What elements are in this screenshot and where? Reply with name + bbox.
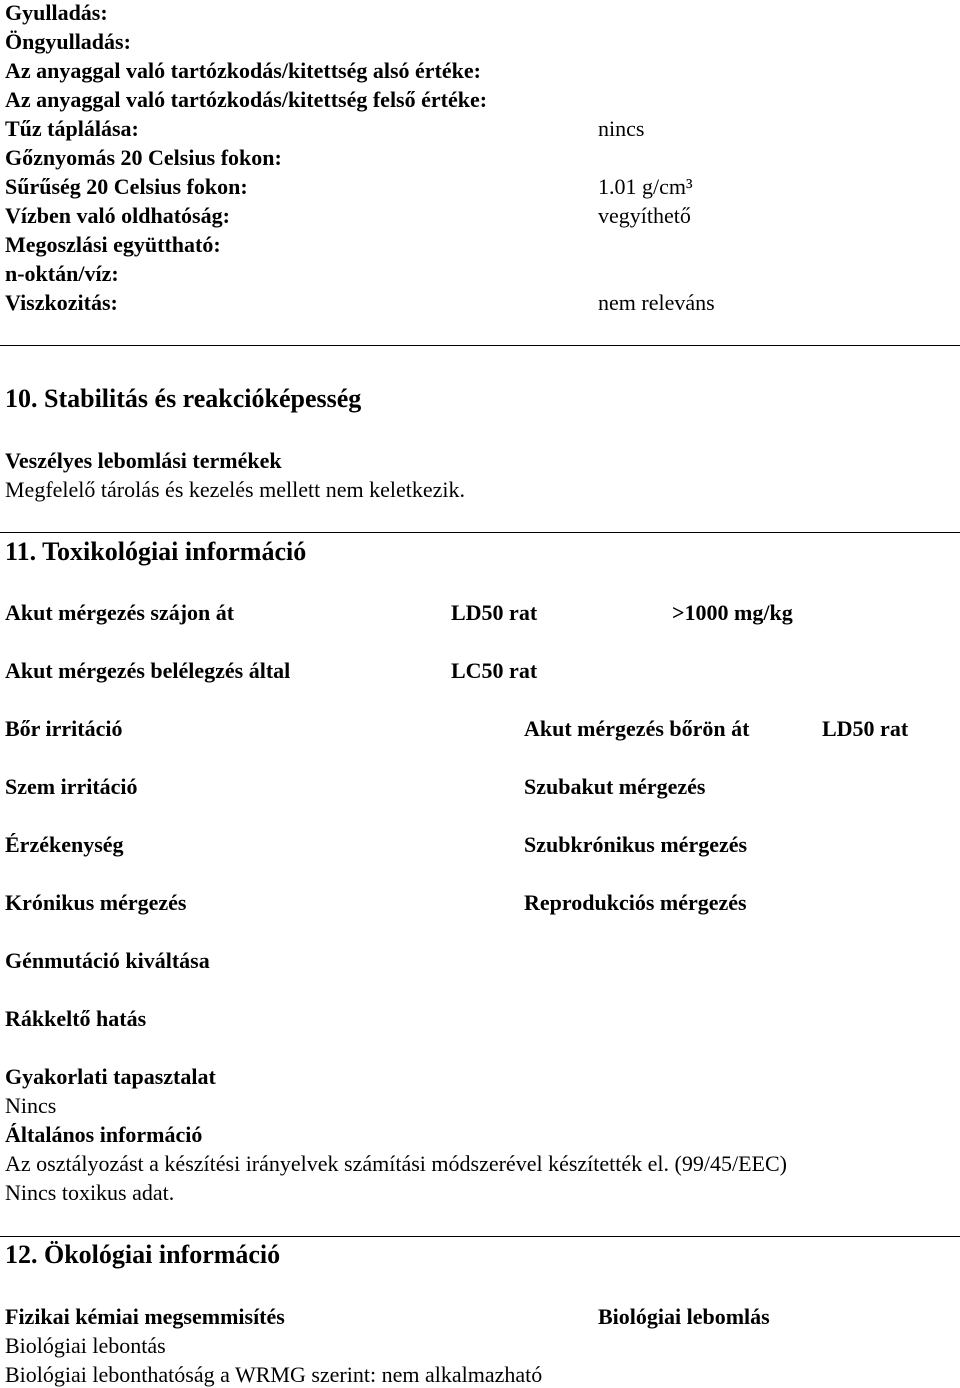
label-physchem-elimination: Fizikai kémiai megsemmisítés <box>5 1304 285 1329</box>
acute-oral-value: >1000 mg/kg <box>672 600 793 625</box>
acute-dermal-test: LD50 rat <box>822 716 909 741</box>
label-chronic-toxicity: Krónikus mérgezés <box>5 890 187 915</box>
section-11-heading: 11. Toxikológiai információ <box>5 537 307 566</box>
label-viscosity: Viszkozitás: <box>5 290 118 315</box>
section-12-heading: 12. Ökológiai információ <box>5 1240 281 1269</box>
value-density: 1.01 g/cm³ <box>598 174 693 199</box>
divider-section-10 <box>0 345 960 346</box>
label-skin-irritation: Bőr irritáció <box>5 716 123 741</box>
acute-inhalation-test: LC50 rat <box>451 658 538 683</box>
divider-section-11 <box>0 532 960 533</box>
label-mutagenicity: Génmutáció kiváltása <box>5 948 210 973</box>
label-density: Sűrűség 20 Celsius fokon: <box>5 174 248 199</box>
practical-experience-heading: Gyakorlati tapasztalat <box>5 1064 216 1089</box>
divider-section-12 <box>0 1236 960 1237</box>
label-subacute-toxicity: Szubakut mérgezés <box>524 774 706 799</box>
value-viscosity: nem releváns <box>598 290 715 315</box>
section-10-heading: 10. Stabilitás és reakcióképesség <box>5 384 362 413</box>
biological-decomposition-text: Biológiai lebontás <box>5 1333 166 1358</box>
label-partition-coefficient: Megoszlási együttható: <box>5 232 221 257</box>
acute-oral-test: LD50 rat <box>451 600 538 625</box>
label-acute-oral: Akut mérgezés szájon át <box>5 600 235 625</box>
hazardous-decomposition-heading: Veszélyes lebomlási termékek <box>5 448 282 473</box>
label-solubility: Vízben való oldhatóság: <box>5 203 230 228</box>
label-sensitization: Érzékenység <box>5 832 124 857</box>
label-acute-dermal: Akut mérgezés bőrön át <box>524 716 750 741</box>
no-toxic-data-text: Nincs toxikus adat. <box>5 1180 175 1205</box>
general-information-text: Az osztályozást a készítési irányelvek számítási módszerével készítették el. (99/45/EEC) <box>5 1151 787 1176</box>
value-fire-feeding: nincs <box>598 116 645 141</box>
label-flammability: Gyulladás: <box>5 0 108 25</box>
label-lower-exposure-limit: Az anyaggal való tartózkodás/kitettség alsó értéke: <box>5 58 481 83</box>
label-subchronic-toxicity: Szubkrónikus mérgezés <box>524 832 748 857</box>
label-reproductive-toxicity: Reprodukciós mérgezés <box>524 890 747 915</box>
value-solubility: vegyíthető <box>598 203 691 228</box>
label-acute-inhalation: Akut mérgezés belélegzés által <box>5 658 291 683</box>
label-biodegradation: Biológiai lebomlás <box>598 1304 770 1329</box>
label-fire-feeding: Tűz táplálása: <box>5 116 139 141</box>
label-upper-exposure-limit: Az anyaggal való tartózkodás/kitettség felső értéke: <box>5 87 488 112</box>
general-information-heading: Általános információ <box>5 1122 203 1147</box>
label-autoignition: Öngyulladás: <box>5 29 131 54</box>
label-vapor-pressure: Gőznyomás 20 Celsius fokon: <box>5 145 282 170</box>
practical-experience-text: Nincs <box>5 1093 57 1118</box>
label-carcinogenicity: Rákkeltő hatás <box>5 1006 147 1031</box>
label-eye-irritation: Szem irritáció <box>5 774 138 799</box>
hazardous-decomposition-text: Megfelelő tárolás és kezelés mellett nem keletkezik. <box>5 477 465 502</box>
label-n-octanol-water: n-oktán/víz: <box>5 261 119 286</box>
wrmg-biodegradability-text: Biológiai lebonthatóság a WRMG szerint: nem alkalmazható <box>5 1362 543 1387</box>
